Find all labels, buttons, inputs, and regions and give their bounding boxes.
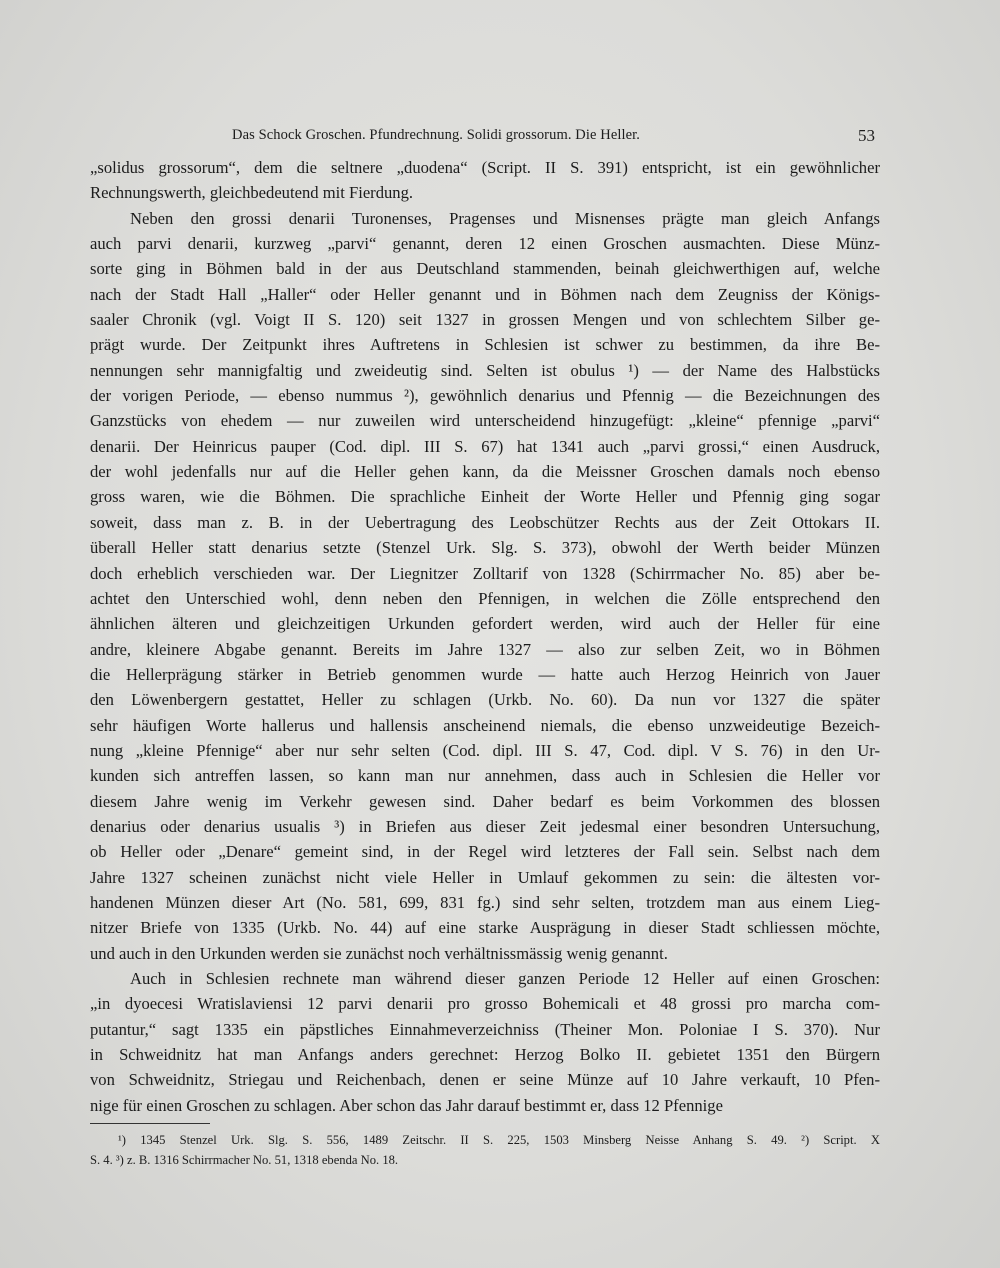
text-line: Ganzstücks von ehedem — nur zuweilen wird unterscheidend hinzugefügt: „kleine“ pfennige „parvi“ (90, 411, 880, 431)
text-line: überall Heller statt denarius setzte (Stenzel Urk. Slg. S. 373), obwohl der Werth beider Münzen (90, 538, 880, 558)
text-line: der vorigen Periode, — ebenso nummus ²), gewöhnlich denarius und Pfennig — die Bezeichnungen des (90, 386, 880, 406)
text-line: sorte ging in Böhmen bald in der aus Deutschland stammenden, beinah gleichwerthigen auf, welche (90, 259, 880, 279)
text-line: denarius oder denarius usualis ³) in Briefen aus dieser Zeit jedesmal einer besondren Untersuchung, (90, 816, 880, 836)
text-line: nennungen sehr mannigfaltig und zweideutig sind. Selten ist obulus ¹) — der Name des Halbstücks (90, 360, 880, 380)
text-line: handenen Münzen dieser Art (No. 581, 699, 831 fg.) sind sehr selten, trotzdem man aus einem Lieg- (90, 892, 880, 912)
text-line: die Hellerprägung stärker in Betrieb genommen wurde — hatte auch Herzog Heinrich von Jauer (90, 664, 880, 684)
page-header (0, 127, 1000, 151)
text-line: „in dyoecesi Wratislaviensi 12 parvi denarii pro grosso Bohemicali et 48 grossi pro marcha com- (90, 994, 880, 1014)
text-line: nung „kleine Pfennige“ aber nur sehr selten (Cod. dipl. III S. 47, Cod. dipl. V S. 76) in den Ur- (90, 740, 880, 760)
text-line: nige für einen Groschen zu schlagen. Aber schon das Jahr darauf bestimmt er, dass 12 Pfennige (90, 1095, 723, 1115)
text-line: soweit, dass man z. B. in der Uebertragung des Leobschützer Rechts aus der Zeit Ottokars II. (90, 512, 880, 532)
text-line: der wohl jedenfalls nur auf die Heller gehen kann, da die Meissner Groschen damals noch ebenso (90, 462, 880, 482)
text-line: ob Heller oder „Denare“ gemeint sind, in der Regel wird letzteres der Fall sein. Selbst nach dem (90, 842, 880, 862)
text-line: doch erheblich verschieden war. Der Liegnitzer Zolltarif von 1328 (Schirrmacher No. 85) aber be- (90, 563, 880, 583)
footnote-rule (90, 1123, 210, 1124)
text-line: prägt wurde. Der Zeitpunkt ihres Auftretens in Schlesien ist schwer zu bestimmen, da ihre Be- (90, 335, 880, 355)
text-line: in Schweidnitz hat man Anfangs anders gerechnet: Herzog Bolko II. gebietet 1351 den Bürgern (90, 1045, 880, 1065)
text-line: Auch in Schlesien rechnete man während dieser ganzen Periode 12 Heller auf einen Groschen: (130, 969, 880, 988)
page-number: 53 (858, 126, 875, 145)
text-line: putantur,“ sagt 1335 ein päpstliches Einnahmeverzeichniss (Theiner Mon. Poloniae I S. 370). Nur (90, 1019, 880, 1039)
footnote-line: ¹) 1345 Stenzel Urk. Slg. S. 556, 1489 Zeitschr. II S. 225, 1503 Minsberg Neisse Anhang S. 49. ²) Script. X (118, 1133, 880, 1147)
running-title: Das Schock Groschen. Pfundrechnung. Solidi grossorum. Die Heller. (232, 127, 641, 143)
text-line: auch parvi denarii, kurzweg „parvi“ genannt, deren 12 einen Groschen ausmachten. Diese Münz- (90, 234, 880, 254)
text-line: „solidus grossorum“, dem die seltnere „duodena“ (Script. II S. 391) entspricht, ist ein gewöhnlicher (90, 158, 880, 177)
text-line: ähnlichen älteren und gleichzeitigen Urkunden gefordert werden, wird auch der Heller für eine (90, 614, 880, 634)
footnote-line: S. 4. ³) z. B. 1316 Schirrmacher No. 51, 1318 ebenda No. 18. (90, 1153, 399, 1167)
text-line: kunden sich antreffen lassen, so kann man nur annehmen, dass auch in Schlesien die Heller vor (90, 766, 880, 786)
text-line: Neben den grossi denarii Turonenses, Pragenses und Misnenses prägte man gleich Anfangs (130, 208, 880, 228)
text-line: und auch in den Urkunden werden sie zunächst noch verhältnissmässig wenig genannt. (90, 943, 668, 963)
text-line: saaler Chronik (vgl. Voigt II S. 120) seit 1327 in grossen Mengen und von schlechtem Silber ge- (90, 310, 880, 330)
text-line: andre, kleinere Abgabe genannt. Bereits im Jahre 1327 — also zur selben Zeit, wo in Böhmen (90, 639, 880, 659)
text-line: nach der Stadt Hall „Haller“ oder Heller genannt und in Böhmen nach dem Zeugniss der Königs- (90, 284, 880, 304)
text-line: den Löwenbergern gestattet, Heller zu schlagen (Urkb. No. 60). Da nun vor 1327 die später (90, 690, 880, 710)
text-line: Rechnungswerth, gleichbedeutend mit Fierdung. (90, 183, 414, 203)
text-line: achtet den Unterschied wohl, denn neben den Pfennigen, in welchen die Zölle entsprechend den (90, 588, 880, 608)
text-line: sehr häufigen Worte hallerus und hallensis anscheinend niemals, die ebenso unzweideutige Bezeich- (90, 715, 880, 735)
text-line: Jahre 1327 scheinen zunächst nicht viele Heller in Umlauf gekommen zu sein: die ältesten vor- (90, 867, 880, 887)
text-line: denarii. Der Heinricus pauper (Cod. dipl. III S. 67) hat 1341 auch „parvi grossi,“ einen Ausdruck, (90, 436, 880, 456)
text-line: gross waren, wie die Böhmen. Die sprachliche Einheit der Worte Heller und Pfennig ging sogar (90, 487, 880, 507)
footnotes (90, 1130, 880, 1170)
text-line: nitzer Briefe von 1335 (Urkb. No. 44) auf eine starke Ausprägung in dieser Stadt schliessen möchte, (90, 918, 880, 938)
body-text (90, 155, 880, 1118)
text-line: von Schweidnitz, Striegau und Reichenbach, denen er seine Münze auf 10 Jahre verkauft, 10 Pfen- (90, 1070, 880, 1090)
text-line: diesem Jahre wenig im Verkehr gewesen sind. Daher bedarf es beim Vorkommen des blossen (90, 791, 880, 811)
